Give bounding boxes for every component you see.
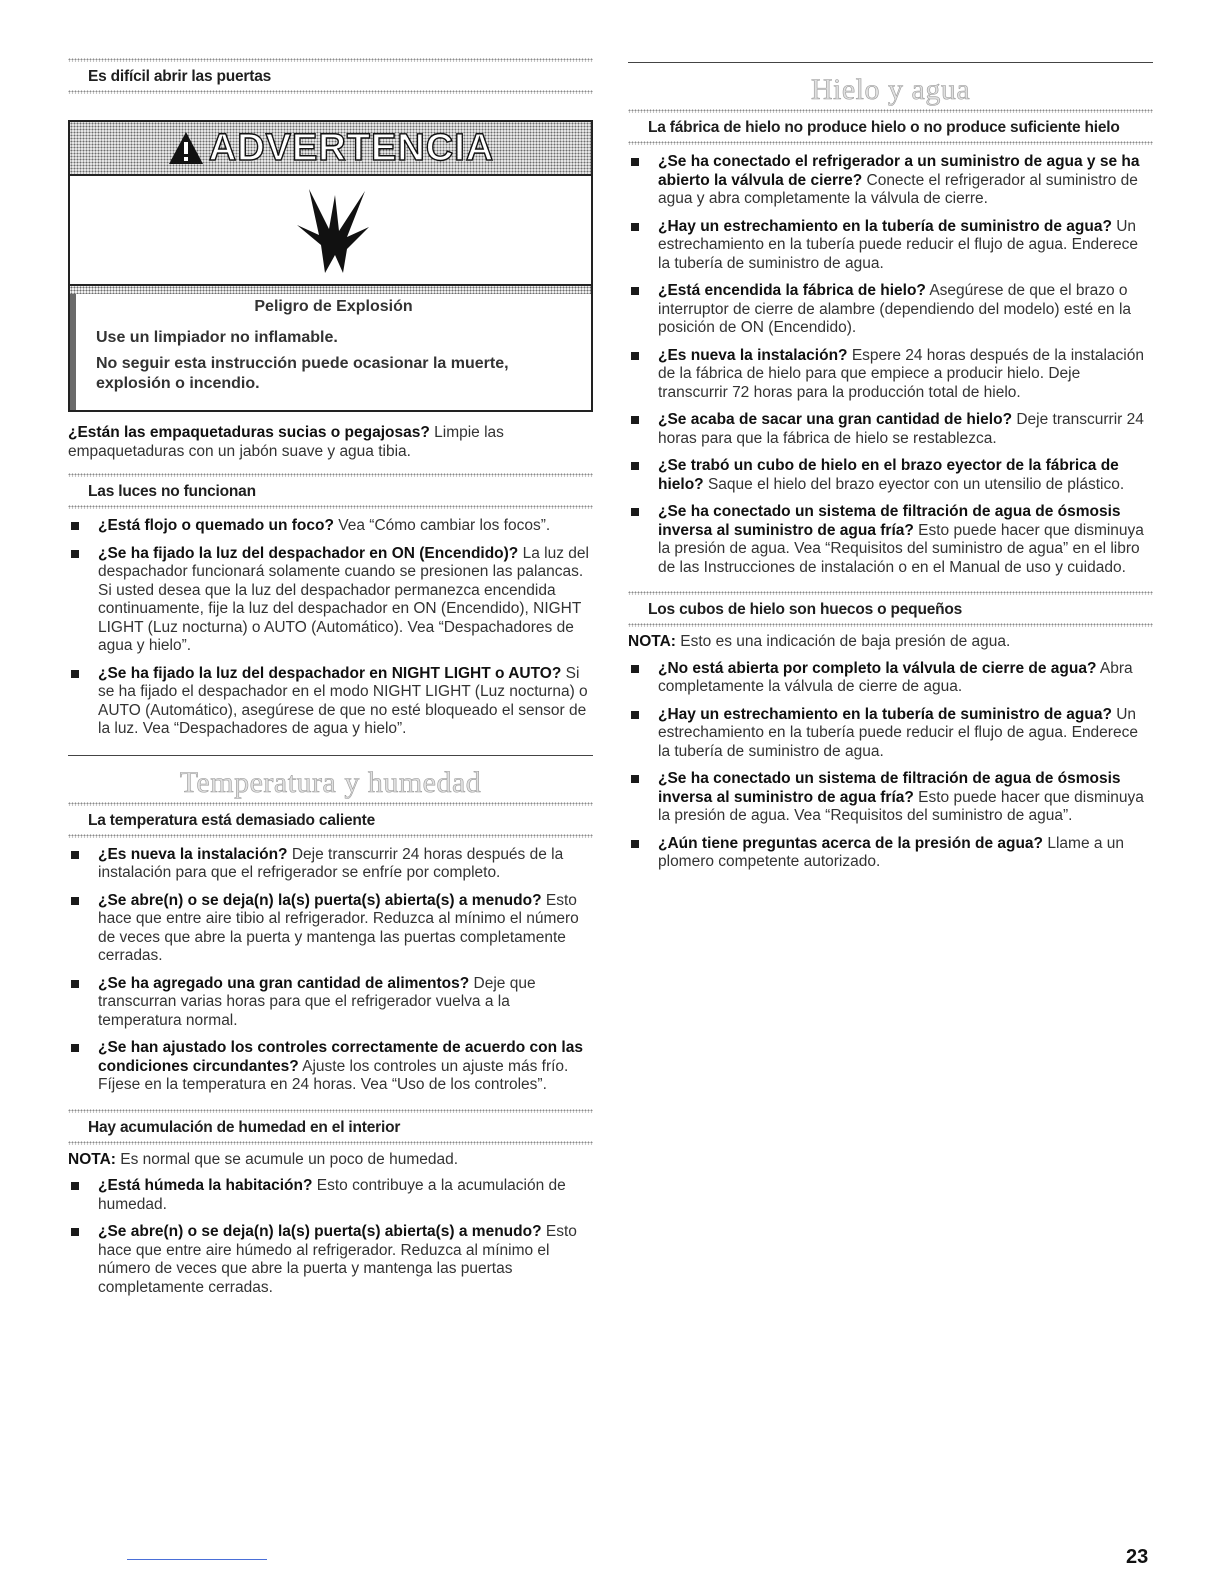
gaskets-answer: Limpie las empaquetaduras con un jabón suave y agua tibia. bbox=[68, 424, 504, 460]
note-label: NOTA: bbox=[628, 633, 676, 650]
question: ¿Está flojo o quemado un foco? bbox=[98, 517, 334, 534]
question: ¿Se trabó un cubo de hielo en el brazo eyector de la fábrica de hielo? bbox=[658, 457, 1119, 493]
subhead-text: Es difícil abrir las puertas bbox=[88, 68, 272, 85]
question: ¿Se ha fijado la luz del despachador en ON (Encendido)? bbox=[98, 544, 519, 562]
answer: Esto contribuye a la acumulación de humedad. bbox=[98, 1177, 566, 1213]
list-item bbox=[628, 218, 1153, 274]
note-text: Esto es una indicación de baja presión de agua. bbox=[680, 633, 1011, 650]
answer: Un estrechamiento en la tubería puede reducir el flujo de agua. Enderece la tubería de suministro de agua. bbox=[658, 705, 1138, 760]
question: ¿Se abre(n) o se deja(n) la(s) puerta(s) abierta(s) a menudo? bbox=[98, 891, 542, 909]
too-warm-list bbox=[68, 846, 593, 1095]
right-column bbox=[628, 58, 1153, 881]
moisture-note bbox=[68, 1151, 593, 1170]
subhead-hard-to-open bbox=[68, 58, 593, 94]
answer: Si se ha fijado el despachador en el modo NIGHT LIGHT (Luz nocturna) o AUTO (Automático), asegúrese de que no esté bloqueado el sensor de la luz. Vea “Despachadores de agua y hielo”. bbox=[98, 664, 588, 737]
answer: Un estrechamiento en la tubería puede reducir el flujo de agua. Enderece la tubería de suministro de agua. bbox=[658, 217, 1138, 272]
list-item bbox=[628, 835, 1153, 872]
answer: Asegúrese de que el brazo o interruptor de cierre de alambre (dependiendo del modelo) esté en la posición de ON (Encendido). bbox=[658, 282, 1132, 336]
question: ¿Se ha agregado una gran cantidad de alimentos? bbox=[98, 974, 470, 992]
answer: Ajuste los controles un ajuste más frío. Fíjese en la temperatura en 24 horas. Vea “Uso de los controles”. bbox=[98, 1057, 569, 1093]
subhead-text: Hay acumulación de humedad en el interior bbox=[88, 1118, 401, 1136]
subhead-moisture bbox=[68, 1109, 593, 1145]
subhead-text: La fábrica de hielo no produce hielo o no produce suficiente hielo bbox=[648, 119, 1120, 136]
question: ¿Se abre(n) o se deja(n) la(s) puerta(s) abierta(s) a menudo? bbox=[98, 1223, 542, 1240]
explosion-icon bbox=[291, 185, 371, 275]
question: ¿Aún tiene preguntas acerca de la presión de agua? bbox=[658, 834, 1044, 852]
question: ¿Se ha conectado el refrigerador a un suministro de agua y se ha abierto la válvula de cierre? bbox=[658, 153, 1140, 189]
warning-pictogram bbox=[70, 176, 591, 286]
question: ¿Se ha conectado un sistema de filtración de agua de ósmosis inversa al suministro de agua fría? bbox=[658, 770, 1121, 806]
subhead-too-warm bbox=[68, 802, 593, 838]
warning-triangle-icon bbox=[167, 130, 205, 166]
answer: Esto hace que entre aire húmedo al refrigerador. Reduzca al mínimo el número de veces que abre la puerta y mantenga las puertas completamente cerradas. bbox=[98, 1223, 577, 1296]
question: ¿Se ha conectado un sistema de filtración de agua de ósmosis inversa al suministro de agua fría? bbox=[658, 503, 1121, 539]
answer: Deje transcurrir 24 horas para que la fábrica de hielo se restablezca. bbox=[658, 411, 1144, 447]
answer: Llame a un plomero competente autorizado. bbox=[658, 834, 1125, 870]
list-item bbox=[68, 892, 593, 966]
list-item bbox=[68, 545, 593, 656]
list-item bbox=[628, 347, 1153, 403]
list-item bbox=[68, 1039, 593, 1095]
no-ice-list bbox=[628, 153, 1153, 577]
answer: La luz del despachador funcionará solamente cuando se presionen las palancas. Si usted desea que la luz del despachador permanezca encendida continuamente, fije la luz del despachador en ON (Encendido), NIGHT LIGHT (Luz nocturna) o AUTO (Automático). Vea “Despachadores de agua y hielo”. bbox=[98, 544, 589, 654]
answer: Conecte el refrigerador al suministro de agua y abra completamente la válvula de cierre. bbox=[658, 171, 1138, 207]
subhead-text: La temperatura está demasiado caliente bbox=[88, 811, 376, 829]
gaskets-paragraph bbox=[68, 424, 593, 461]
list-item bbox=[68, 1177, 593, 1214]
list-item bbox=[68, 975, 593, 1031]
subhead-lights bbox=[68, 473, 593, 509]
subhead-text: Las luces no funcionan bbox=[88, 483, 256, 500]
answer: Abra completamente la válvula de cierre de agua. bbox=[658, 659, 1133, 695]
answer: Esto puede hacer que disminuya la presión de agua. Vea “Requisitos del suministro de agua”. bbox=[658, 788, 1144, 824]
answer: Espere 24 horas después de la instalación de la fábrica de hielo para que empiece a producir hielo. Deje transcurrir 72 horas para la producción total de hielo. bbox=[658, 346, 1144, 401]
list-item bbox=[628, 457, 1153, 494]
answer: Deje que transcurran varias horas para que el refrigerador vuelva a la temperatura normal. bbox=[98, 974, 536, 1029]
list-item bbox=[68, 1223, 593, 1297]
gaskets-question: ¿Están las empaquetaduras sucias o pegajosas? bbox=[68, 424, 430, 441]
question: ¿Es nueva la instalación? bbox=[98, 845, 288, 863]
list-item bbox=[628, 153, 1153, 209]
warning-header bbox=[70, 122, 591, 176]
question: ¿Es nueva la instalación? bbox=[658, 346, 848, 364]
warning-hazard: Peligro de Explosión bbox=[254, 298, 413, 315]
note-text: Es normal que se acumule un poco de humedad. bbox=[120, 1150, 459, 1168]
question: ¿Hay un estrechamiento en la tubería de suministro de agua? bbox=[658, 217, 1112, 235]
question: ¿Se han ajustado los controles correctamente de acuerdo con las condiciones circundantes? bbox=[98, 1039, 583, 1075]
list-item bbox=[628, 660, 1153, 697]
warning-line-1: Use un limpiador no inflamable. bbox=[96, 329, 338, 346]
question: ¿Está húmeda la habitación? bbox=[98, 1177, 313, 1194]
section-title-temperature: Temperatura y humedad bbox=[68, 755, 593, 800]
list-item bbox=[628, 706, 1153, 762]
page-number: 23 bbox=[1126, 1546, 1149, 1568]
warning-line-2: No seguir esta instrucción puede ocasionar la muerte, explosión o incendio. bbox=[96, 355, 509, 392]
subhead-text: Los cubos de hielo son huecos o pequeños bbox=[648, 601, 963, 618]
hollow-cubes-note bbox=[628, 633, 1153, 652]
left-column bbox=[68, 58, 593, 1306]
subhead-hollow-cubes bbox=[628, 591, 1153, 627]
list-item bbox=[628, 770, 1153, 826]
subhead-no-ice bbox=[628, 109, 1153, 145]
hollow-cubes-list bbox=[628, 660, 1153, 872]
note-label: NOTA: bbox=[68, 1150, 116, 1168]
footer-rule bbox=[127, 1559, 267, 1560]
section-title-ice-water: Hielo y agua bbox=[628, 62, 1153, 107]
list-item bbox=[628, 503, 1153, 577]
answer: Esto hace que entre aire tibio al refrigerador. Reduzca al mínimo el número de veces que abre la puerta y mantenga las puertas completamente cerradas. bbox=[98, 891, 579, 964]
question: ¿Está encendida la fábrica de hielo? bbox=[658, 282, 926, 299]
answer: Deje transcurrir 24 horas después de la instalación para que el refrigerador se enfríe por completo. bbox=[98, 845, 564, 881]
list-item bbox=[68, 846, 593, 883]
list-item bbox=[628, 411, 1153, 448]
warning-box bbox=[68, 120, 593, 412]
list-item bbox=[68, 665, 593, 739]
question: ¿Hay un estrechamiento en la tubería de suministro de agua? bbox=[658, 705, 1112, 723]
list-item bbox=[628, 282, 1153, 338]
answer: Saque el hielo del brazo eyector con un utensilio de plástico. bbox=[707, 475, 1125, 493]
moisture-list bbox=[68, 1177, 593, 1297]
question: ¿No está abierta por completo la válvula de cierre de agua? bbox=[658, 659, 1097, 677]
question: ¿Se acaba de sacar una gran cantidad de hielo? bbox=[658, 411, 1013, 428]
lights-list bbox=[68, 517, 593, 739]
warning-title: ADVERTENCIA bbox=[208, 126, 495, 169]
answer: Vea “Cómo cambiar los focos”. bbox=[338, 517, 551, 534]
question: ¿Se ha fijado la luz del despachador en NIGHT LIGHT o AUTO? bbox=[98, 664, 562, 682]
answer: Esto puede hacer que disminuya la presión de agua. Vea “Requisitos del suministro de agua” en el libro de las Instrucciones de instalación o en el Manual de uso y cuidado. bbox=[658, 521, 1144, 576]
list-item bbox=[68, 517, 593, 536]
